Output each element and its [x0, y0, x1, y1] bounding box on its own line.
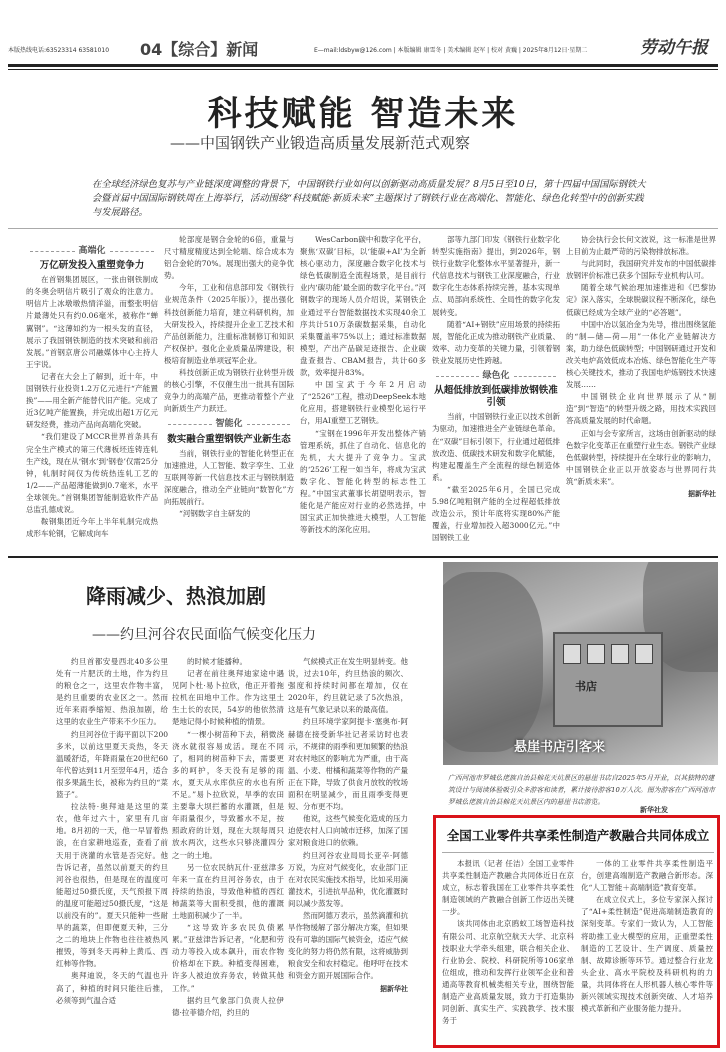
- paragraph: 约旦河谷位于海平面以下200多米，以前这里夏天炎热，冬天温暖舒适，年降雨量在20世纪60年代曾达到11月至翌年4月，适合很多果蔬生长，被称为约旦的“菜篮子”。: [56, 729, 168, 800]
- section-label: 绿色化: [432, 370, 560, 382]
- paragraph: 的时候才能播种。: [187, 657, 247, 666]
- section-label: 高端化: [26, 245, 158, 257]
- paragraph: 随着全球气候治理加速推进和《巴黎协定》深入落实，全球脱碳议程不断深化，绿色低碳已经成为全球产业的“必答题”。: [566, 283, 716, 317]
- paragraph: 记者在前往奥拜迪家途中遇见阿卜杜·易卜拉欣，他正开着拖拉机在田地中工作。作为这里土生土长的农民，54岁的他依然清楚地记得小时候种植的情景。: [172, 669, 284, 727]
- page-header: [0, 0, 726, 82]
- paragraph: 一体的工业零件共享柔性制造平台，创建高端制造产教融合新形态。深化“人工智能＋高端制造”教育变革。: [581, 859, 713, 893]
- photo-credit: 新华社发: [640, 805, 668, 814]
- paragraph: 拉法特·奥拜迪是这里的菜农，他年过六十，家里有几亩地。8月初的一天，他一早冒着热浪，在自家耕地巡查，查看了前天用于浇灌的水管是否完好。他告诉记者，虽然以前夏天的约旦河谷也很热，但是现在的温度可能超过50摄氏度，天气预报下周的温度可能超过50摄氏度，“这是以前没有的”。夏天只能种一些耐旱的蔬菜，但即便夏天种，三分之二的地块上作物也往往被热风摧毁，等到冬天再种上黄瓜、西红柿等作物。: [56, 802, 168, 969]
- paragraph: 另一位农民纳瓦什·亚兹津多年来一直在约旦河谷务农，由于持续的热浪，导致他种植的西红柿蔬菜等大面积受损，他的灌溉土地面积减少了一半。: [172, 862, 284, 920]
- paragraph: 与此同时，我国研究并发布的中国低碳排放钢评价标准已获多个国际专业机构认可。: [566, 259, 716, 281]
- paragraph: 鞍钢集团近今年上半年轧制完成热成形车轮钢，它解成向车: [26, 517, 158, 539]
- intro-divider: [8, 228, 718, 229]
- paragraph: “宝钢在1996年开发出整体产销管理系统，抓住了自动化、信息化的先机，大大提升了竞争力。宝武的‘2526’工程一如当年，将成为宝武数字化、智能化转型的标志性工程。”中国宝武董事长胡望明表示，智能化是产能应对行业的必然选择，中国宝武正加快推进大模型，人工智能等新技术的深化应用。: [300, 428, 426, 535]
- paragraph: WesCarbon碳中和数字化平台，聚焦‘双碳’目标，以‘能碳+AI’为全新核心驱动力，深度融合数字化技术与绿色低碳制造全流程场景，是目前行业内‘碳功能’最全面的数字化平台。”河钢数字的现场人员介绍说，某钢铁企业通过平台智能数据技术实现40余工序共计510万条碳数据采集，自动化采集覆盖率75%以上；通过标准数据模型，产出产品碳足迹报告、企业碳盘查报告、CBAM报告，共计60多款，效率提升83%。: [300, 235, 426, 378]
- paragraph: “河钢数字自主研发的: [179, 509, 251, 519]
- paragraph: 轮部度是钢合金轮的6倍，重量与尺寸精度精度达到全轮端、综合成本为铝合金轮的70%。展现出强大的竞争优势。: [164, 235, 294, 281]
- boxed-column-2: [581, 858, 713, 1044]
- section-label: 智能化: [164, 418, 294, 430]
- photo-caption-title: 悬崖书店引客来: [514, 740, 606, 755]
- paragraph: 当前，钢铁行业的智能化转型正在加速推进，人工智能、数字孪生、工业互联网等新一代信息技术正与钢铁制造深度融合，推动全产业链向“数智化”方向拓展前行。: [164, 448, 294, 506]
- rain-headline: 降雨减少、热浪加剧: [86, 584, 266, 608]
- article-column-3: [300, 234, 426, 548]
- paragraph: 该共同体由北京鸥蚁工场智造科技有限公司、北京航空航天大学、北京科技职业大学牵头组建，联合相关企业、行业协会、院校、科研院所等106家单位组成，推动和发挥行业领军企业和普通高等教育机械类相关专业，围绕智能制造产业高质量发展，致力于打造集协同创新、真实生产、实践教学、技术服务于: [442, 919, 574, 1026]
- article-column-2: [164, 234, 294, 548]
- boxed-column-1: [442, 858, 574, 1044]
- rain-subheadline: ——约旦河谷农民面临气候变化压力: [92, 627, 316, 643]
- paragraph: 他说，这些气候变化造成的压力迫使农村人口向城市迁移，加深了国家对粮食进口的依赖。: [288, 814, 408, 848]
- paragraph: 中国中冶以氢冶金为先导，推出围绕氢能的“制—储—荷—用”一体化产业链解决方案，助力绿色低碳转型；中国钢研通过开发和改关电炉高效低成本冶炼、绿色智能化生产等核心关键技术，推动了我国电炉炼钢技术快速发展……: [566, 319, 716, 390]
- article-credit: 据新华社: [380, 983, 408, 993]
- paragraph: 中国宝武于今年2月启动了“2526”工程，推动DeepSeek本地化应用，搭建钢铁行业模型化运行平台，用AI重塑工艺钢铁。: [300, 380, 426, 426]
- paragraph: “这导致许多农民负债累累。”亚兹津告诉记者，“化肥和劳动力等投入成本飙升，而农作物价格却在下跌。种植变得困难，许多人被迫放弃务农，转做其他工作。”: [172, 923, 284, 993]
- paragraph: 随着“AI+钢铁”应用场景的持续拓展，智能化正成为推动钢铁产业质量、效率、动力变革的关键力量，引领着钢铁业发展历史性跨越。: [432, 319, 560, 365]
- paragraph: 奥拜迪说，冬天的气温也升高了，种植的时间只能往后推，必须等到气温合适: [56, 971, 168, 1005]
- section-name: 【综合】新闻: [162, 40, 259, 59]
- paragraph: 记者在大会上了解到，近十年，中国钢铁行业投资1.2万亿元进行“产能置换”——用全新产能替代旧产能。完成了近3亿吨产能置换，并完成出超1万亿元研发经费，推动产品向高端化突破。: [26, 371, 158, 430]
- editor-info: E—mail:ldsbyw@126.com | 本版编辑 康雪冬 | 美术编辑 赵军 | 校对 黄巍 | 2025年8月12日·星期二: [314, 47, 588, 54]
- main-headline: 科技赋能 智造未来: [207, 94, 519, 134]
- paragraph: 中国钢铁企业向世界展示了从“制造”到“智造”的转型升级之路，用技术实践回答高质量发展的时代命题。: [566, 392, 716, 426]
- paragraph: 在成立仪式上，多位专家深入探讨了“AI+柔性制造”促进高端制造教育的深刻变革。专家们一致认为，人工智能将助推工业大模型的应用，正重塑柔性制造的工艺设计、生产调度、质量控制、故障诊断等环节。通过整合行业龙头企业、高水平院校及科研机构的力量，共同体将在人形机器人核心零件等新兴领域实现技术创新突破、人才培养模式革新和产业服务能力提升。: [581, 895, 713, 1014]
- paragraph: 约旦河谷农业局局长亚辛·阿德万说，为应对气候变化，农业部门正在对农民实施技术指导，比如采用滴灌技术，引进抗旱品种，优化灌溉时间以减少蒸发等。: [288, 850, 408, 908]
- cliff-bookstore-photo: [443, 562, 718, 765]
- boxed-article-rule: [442, 852, 714, 853]
- paragraph: 正如与会专家所言，这场由创新驱动的绿色数字化变革正在重塑行业生态。钢铁产业绿色低碳转型，持续提升在全球行业的影响力，中国钢铁企业正以开放姿态与世界同行共筑“新质未来”。: [566, 428, 716, 486]
- paragraph: 约旦环境学家阿提卡·塞奥布·阿赫德在接受新华社记者采访时也表示，不规律的雨季和更加频繁的热浪对农村地区的影响尤为严重，由于高温、小麦、柑橘和蔬菜等作物的产量正在下降，导致了供食月放牧的牧场面积在明显减少，而且雨季变得更短、分布更不均。: [288, 717, 408, 812]
- boxed-article-headline: 全国工业零件共享柔性制造产教融合共同体成立: [446, 828, 710, 843]
- paragraph: “一棵小树苗种下去，稍微浇浇水就很容易成活。现在不同了，相同的树苗种下去，需要更多的呵护，冬天没有足够的雨水，夏天从水库供应的水也有所不足。”易卜拉欣说，旱季的农田主要靠大坝拦蓄的水灌溉，但是年雨量很少，导致蓄水不足，按照政府的计划，现在大坝每周只放水两次，这些水只够浇灌四分之一的土地。: [172, 729, 284, 860]
- article-column-1: [26, 242, 158, 548]
- header-rule-thin: [8, 69, 718, 70]
- photo-caption-text: 广西河池市罗城仫佬族自治县棉花天坑景区的悬崖书店自2025年5月开业，以其独特的建筑设计与阅读体验吸引众多游客和读者，累计接待游客10万人次。图为游客在广西河池市罗城仫佬族自治县棉花天坑景区内的悬崖书店游览。: [448, 774, 715, 806]
- paragraph: 当前，中国钢铁行业正以技术创新为驱动，加速推进全产业链绿色革命。在“双碳”目标引领下，行业通过超低排放改造、低碳技术研发和数字化赋能，构建起覆盖生产全流程的绿色制造体系。: [432, 412, 560, 482]
- paragraph: 约旦首都安曼西北40多公里处有一片肥沃的土地，作为约旦的粮仓之一，这里农作物丰富，是约旦重要的农业区之一。然而近年来雨季缩短、热浪加剧，给这里的农业生产带来不少压力。: [56, 657, 168, 727]
- paragraph: 科技创新正成为钢铁行业转型升级的核心引擎，不仅催生出一批具有国际竞争力的高端产品，更推动着整个产业向新质生产力跃迁。: [164, 368, 294, 414]
- rain-column-3: [288, 656, 408, 1046]
- section-heading: 从超低排放到低碳排放钢铁准引领: [434, 385, 558, 409]
- paragraph: “截至2025年6月，全国已完成5.98亿吨粗钢产能的全过程超低排放改造公示，预计年底将实现80%产能覆盖，行业增加投入超3000亿元。”中国钢铁工业: [432, 484, 560, 543]
- rock-shape: [443, 572, 543, 752]
- article-intro: 在全球经济绿色复苏与产业链深度调整的背景下，中国钢铁行业如何以创新驱动高质量发展？8月5日至10日，第十四届中国国际钢铁大会暨首届中国国际钢铁周在上海举行，活动围绕“科技赋能·新质未来”主题探讨了钢铁行业在高端化、智能化、绿色化转型中的创新实践与发展路径。: [92, 179, 646, 218]
- header-rule: [8, 64, 718, 67]
- window: [611, 644, 629, 664]
- paragraph: 本报讯（记者 任洁）全国工业零件共享柔性制造产教融合共同体近日在京成立，标志着我国在工业零件共享柔性制造领域的产教融合创新工作迈出关键一步。: [442, 859, 574, 917]
- window: [635, 644, 653, 664]
- page-section-label: [140, 37, 258, 60]
- hotline-text: 本版热线电话:63523314 63581010: [8, 47, 110, 54]
- paragraph: 部等九部门印发《钢铁行业数字化转型实施指南》提出，到2026年，钢铁行业数字化整体水平显著提升，新一代信息技术与钢铁工业深度融合，行业数字化生态体系持续完善，基本实现单点、局部向系统性、全局性的数字化发展转变。: [432, 235, 560, 317]
- article-column-4: [432, 234, 560, 548]
- paragraph: 据约旦气象部门负责人拉伊德·拉菲德介绍，约旦的: [172, 995, 284, 1017]
- article-column-5: [566, 234, 716, 548]
- newspaper-logo: 劳动午报: [640, 38, 708, 58]
- window: [563, 644, 581, 664]
- main-subheadline: ——中国钢铁产业锻造高质量发展新范式观察: [170, 134, 471, 152]
- section-divider: [8, 556, 718, 558]
- section-heading: 数实融合重塑钢铁产业新生态: [167, 433, 291, 445]
- rain-column-2: [172, 656, 284, 1046]
- paragraph: “我们建设了MCCR世界首条具有完全生产模式的第三代薄板坯连铸连轧生产线，现在从‘钢水’到‘钢卷’仅需25分钟，轧制时间仅为传统热连轧工艺的1/2——产品超薄能做到0.7毫米，水平全球领先。”首钢集团智能制造软件产品总监孔德成说。: [26, 432, 158, 514]
- paragraph: 在首钢集团展区，一张由钢铁制成的冬奥会明信片吸引了观众的注意力。明信片上冰墩墩热情洋溢，而整张明信片最薄处只有约0.06毫米，被称作“蝉翼钢”。“这薄如约为一根头发的直径，展示了我国钢铁制造的技术突破和前沿发展。”首钢京唐公司融媒体中心主持人王宇说。: [26, 275, 158, 369]
- paragraph: 然而阿德万表示，虽然滴灌和抗旱作物缓解了部分解决方案，但如果没有可靠的国际气候资金，适应气候变化的努力将仍然有限，这将威胁到粮食安全和农村稳定。他呼吁在技术和资金方面开展国际合作。: [288, 910, 408, 981]
- page-number: 04: [140, 40, 163, 59]
- bookstore-sign: 书店: [575, 680, 597, 693]
- bookstore-building: [553, 632, 663, 727]
- paragraph: 气候模式正在发生明显转变。他说，过去10年，约旦热浪的频次、强度和持续时间都在增加，仅在2020年，约旦就记录了5次热浪，这是有气象记录以来的最高值。: [288, 657, 408, 715]
- rain-column-1: [56, 656, 168, 1046]
- section-heading: 万亿研发投入重塑竞争力: [39, 260, 145, 272]
- window: [587, 644, 605, 664]
- paragraph: 协会执行会长何文波说，这一标准是世界上目前为止最严苛的污染物排放标准。: [566, 235, 716, 257]
- article-credit: 据新华社: [688, 488, 716, 498]
- paragraph: 今年，工业和信息部印发《钢铁行业规范条件（2025年版）》，提出强化科技创新能力培育，建立科研机构，加大研发投入，持续提升企业工艺技术和产品创新能力，注重标准制修订和知识产权保护。强化企业质量品牌建设，积极培育制造业单项冠军企业。: [164, 283, 294, 365]
